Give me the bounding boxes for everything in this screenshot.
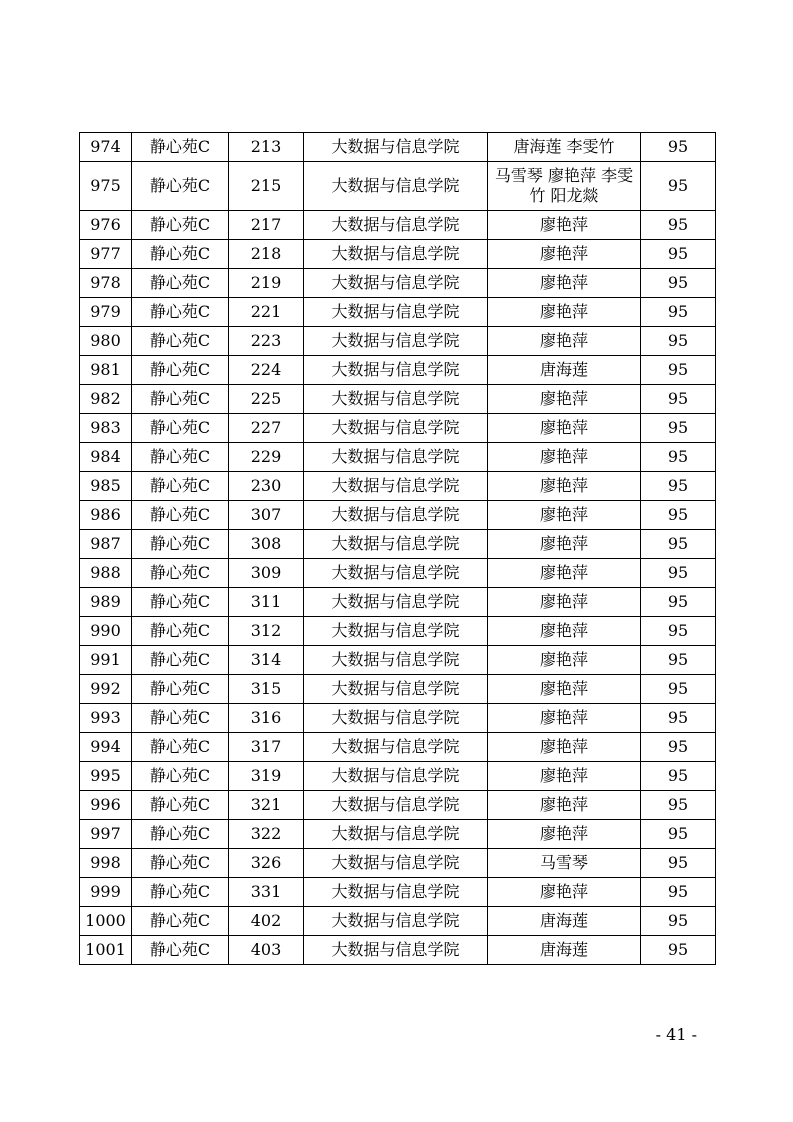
building-cell: 静心苑C [132,472,229,501]
college-cell: 大数据与信息学院 [304,849,488,878]
score-cell: 95 [641,733,716,762]
row-number-cell: 991 [80,646,132,675]
inspectors-cell: 廖艳萍 [488,704,641,733]
row-number-cell: 995 [80,762,132,791]
score-cell: 95 [641,878,716,907]
college-cell: 大数据与信息学院 [304,907,488,936]
row-number-cell: 997 [80,820,132,849]
inspectors-cell: 廖艳萍 [488,269,641,298]
inspectors-cell: 廖艳萍 [488,588,641,617]
building-cell: 静心苑C [132,733,229,762]
table-row [80,327,716,356]
building-cell: 静心苑C [132,617,229,646]
building-cell: 静心苑C [132,936,229,965]
inspectors-cell: 廖艳萍 [488,472,641,501]
table-row [80,588,716,617]
room-cell: 322 [229,820,304,849]
inspectors-cell: 唐海莲 李雯竹 [488,133,641,162]
room-cell: 331 [229,878,304,907]
inspectors-cell: 廖艳萍 [488,443,641,472]
inspectors-cell: 廖艳萍 [488,675,641,704]
row-number-cell: 974 [80,133,132,162]
college-cell: 大数据与信息学院 [304,501,488,530]
building-cell: 静心苑C [132,646,229,675]
inspectors-cell: 廖艳萍 [488,646,641,675]
college-cell: 大数据与信息学院 [304,588,488,617]
inspectors-cell: 马雪琴 廖艳萍 李雯竹 阳龙燚 [488,162,641,211]
score-cell: 95 [641,936,716,965]
table-row [80,356,716,385]
building-cell: 静心苑C [132,791,229,820]
score-cell: 95 [641,298,716,327]
row-number-cell: 998 [80,849,132,878]
room-cell: 319 [229,762,304,791]
room-cell: 225 [229,385,304,414]
room-cell: 312 [229,617,304,646]
row-number-cell: 988 [80,559,132,588]
score-cell: 95 [641,907,716,936]
room-cell: 314 [229,646,304,675]
building-cell: 静心苑C [132,530,229,559]
college-cell: 大数据与信息学院 [304,936,488,965]
table-row [80,443,716,472]
inspectors-cell: 廖艳萍 [488,733,641,762]
building-cell: 静心苑C [132,704,229,733]
score-cell: 95 [641,762,716,791]
row-number-cell: 1001 [80,936,132,965]
college-cell: 大数据与信息学院 [304,617,488,646]
room-cell: 317 [229,733,304,762]
table-row [80,414,716,443]
score-cell: 95 [641,849,716,878]
table-row [80,907,716,936]
table-row [80,617,716,646]
room-cell: 402 [229,907,304,936]
building-cell: 静心苑C [132,162,229,211]
room-cell: 307 [229,501,304,530]
score-cell: 95 [641,443,716,472]
college-cell: 大数据与信息学院 [304,878,488,907]
inspectors-cell: 马雪琴 [488,849,641,878]
inspectors-cell: 唐海莲 [488,356,641,385]
college-cell: 大数据与信息学院 [304,298,488,327]
row-number-cell: 981 [80,356,132,385]
row-number-cell: 983 [80,414,132,443]
table-row [80,298,716,327]
room-cell: 315 [229,675,304,704]
table-row [80,820,716,849]
college-cell: 大数据与信息学院 [304,472,488,501]
score-cell: 95 [641,211,716,240]
building-cell: 静心苑C [132,675,229,704]
score-cell: 95 [641,675,716,704]
inspectors-cell: 廖艳萍 [488,762,641,791]
college-cell: 大数据与信息学院 [304,133,488,162]
college-cell: 大数据与信息学院 [304,704,488,733]
building-cell: 静心苑C [132,907,229,936]
room-cell: 221 [229,298,304,327]
table-row [80,133,716,162]
row-number-cell: 975 [80,162,132,211]
college-cell: 大数据与信息学院 [304,559,488,588]
room-cell: 308 [229,530,304,559]
score-cell: 95 [641,385,716,414]
table-body [80,133,716,965]
inspectors-cell: 廖艳萍 [488,617,641,646]
room-cell: 316 [229,704,304,733]
table-row [80,675,716,704]
inspectors-cell: 廖艳萍 [488,385,641,414]
building-cell: 静心苑C [132,820,229,849]
room-cell: 217 [229,211,304,240]
inspectors-cell: 廖艳萍 [488,240,641,269]
room-cell: 326 [229,849,304,878]
college-cell: 大数据与信息学院 [304,414,488,443]
college-cell: 大数据与信息学院 [304,530,488,559]
row-number-cell: 994 [80,733,132,762]
college-cell: 大数据与信息学院 [304,356,488,385]
college-cell: 大数据与信息学院 [304,211,488,240]
room-cell: 229 [229,443,304,472]
table-row [80,501,716,530]
college-cell: 大数据与信息学院 [304,269,488,298]
inspectors-cell: 廖艳萍 [488,298,641,327]
table-row [80,240,716,269]
table-row [80,162,716,211]
building-cell: 静心苑C [132,240,229,269]
score-cell: 95 [641,269,716,298]
table-row [80,472,716,501]
building-cell: 静心苑C [132,133,229,162]
college-cell: 大数据与信息学院 [304,162,488,211]
table-row [80,211,716,240]
building-cell: 静心苑C [132,385,229,414]
college-cell: 大数据与信息学院 [304,733,488,762]
score-cell: 95 [641,704,716,733]
building-cell: 静心苑C [132,849,229,878]
row-number-cell: 992 [80,675,132,704]
score-cell: 95 [641,356,716,385]
room-cell: 224 [229,356,304,385]
college-cell: 大数据与信息学院 [304,791,488,820]
building-cell: 静心苑C [132,269,229,298]
row-number-cell: 984 [80,443,132,472]
score-cell: 95 [641,162,716,211]
score-cell: 95 [641,414,716,443]
score-cell: 95 [641,240,716,269]
building-cell: 静心苑C [132,878,229,907]
college-cell: 大数据与信息学院 [304,646,488,675]
row-number-cell: 990 [80,617,132,646]
room-cell: 321 [229,791,304,820]
inspectors-cell: 廖艳萍 [488,791,641,820]
building-cell: 静心苑C [132,762,229,791]
room-cell: 230 [229,472,304,501]
row-number-cell: 996 [80,791,132,820]
room-cell: 219 [229,269,304,298]
inspectors-cell: 廖艳萍 [488,414,641,443]
score-cell: 95 [641,588,716,617]
room-cell: 223 [229,327,304,356]
building-cell: 静心苑C [132,443,229,472]
table-row [80,733,716,762]
building-cell: 静心苑C [132,501,229,530]
room-cell: 227 [229,414,304,443]
table-row [80,878,716,907]
score-cell: 95 [641,530,716,559]
table-row [80,704,716,733]
inspectors-cell: 廖艳萍 [488,559,641,588]
row-number-cell: 976 [80,211,132,240]
building-cell: 静心苑C [132,298,229,327]
table-row [80,791,716,820]
score-cell: 95 [641,646,716,675]
building-cell: 静心苑C [132,588,229,617]
room-cell: 218 [229,240,304,269]
score-cell: 95 [641,327,716,356]
row-number-cell: 980 [80,327,132,356]
score-cell: 95 [641,617,716,646]
score-cell: 95 [641,820,716,849]
inspectors-cell: 唐海莲 [488,907,641,936]
table-row [80,849,716,878]
dorm-score-table [79,132,716,965]
score-cell: 95 [641,472,716,501]
table-row [80,269,716,298]
building-cell: 静心苑C [132,356,229,385]
inspectors-cell: 廖艳萍 [488,501,641,530]
table-row [80,762,716,791]
row-number-cell: 985 [80,472,132,501]
college-cell: 大数据与信息学院 [304,385,488,414]
score-cell: 95 [641,559,716,588]
table-row [80,936,716,965]
college-cell: 大数据与信息学院 [304,762,488,791]
row-number-cell: 1000 [80,907,132,936]
room-cell: 309 [229,559,304,588]
college-cell: 大数据与信息学院 [304,443,488,472]
table-row [80,385,716,414]
college-cell: 大数据与信息学院 [304,820,488,849]
row-number-cell: 987 [80,530,132,559]
inspectors-cell: 廖艳萍 [488,530,641,559]
inspectors-cell: 廖艳萍 [488,878,641,907]
building-cell: 静心苑C [132,211,229,240]
row-number-cell: 986 [80,501,132,530]
score-cell: 95 [641,133,716,162]
row-number-cell: 993 [80,704,132,733]
college-cell: 大数据与信息学院 [304,327,488,356]
inspectors-cell: 廖艳萍 [488,211,641,240]
table-row [80,646,716,675]
room-cell: 215 [229,162,304,211]
college-cell: 大数据与信息学院 [304,240,488,269]
room-cell: 311 [229,588,304,617]
room-cell: 403 [229,936,304,965]
room-cell: 213 [229,133,304,162]
row-number-cell: 982 [80,385,132,414]
table-row [80,559,716,588]
inspectors-cell: 廖艳萍 [488,327,641,356]
table-row [80,530,716,559]
building-cell: 静心苑C [132,414,229,443]
score-cell: 95 [641,501,716,530]
inspectors-cell: 唐海莲 [488,936,641,965]
row-number-cell: 989 [80,588,132,617]
row-number-cell: 978 [80,269,132,298]
row-number-cell: 999 [80,878,132,907]
page-number: - 41 - [655,1025,697,1044]
building-cell: 静心苑C [132,559,229,588]
score-cell: 95 [641,791,716,820]
row-number-cell: 977 [80,240,132,269]
row-number-cell: 979 [80,298,132,327]
building-cell: 静心苑C [132,327,229,356]
college-cell: 大数据与信息学院 [304,675,488,704]
inspectors-cell: 廖艳萍 [488,820,641,849]
